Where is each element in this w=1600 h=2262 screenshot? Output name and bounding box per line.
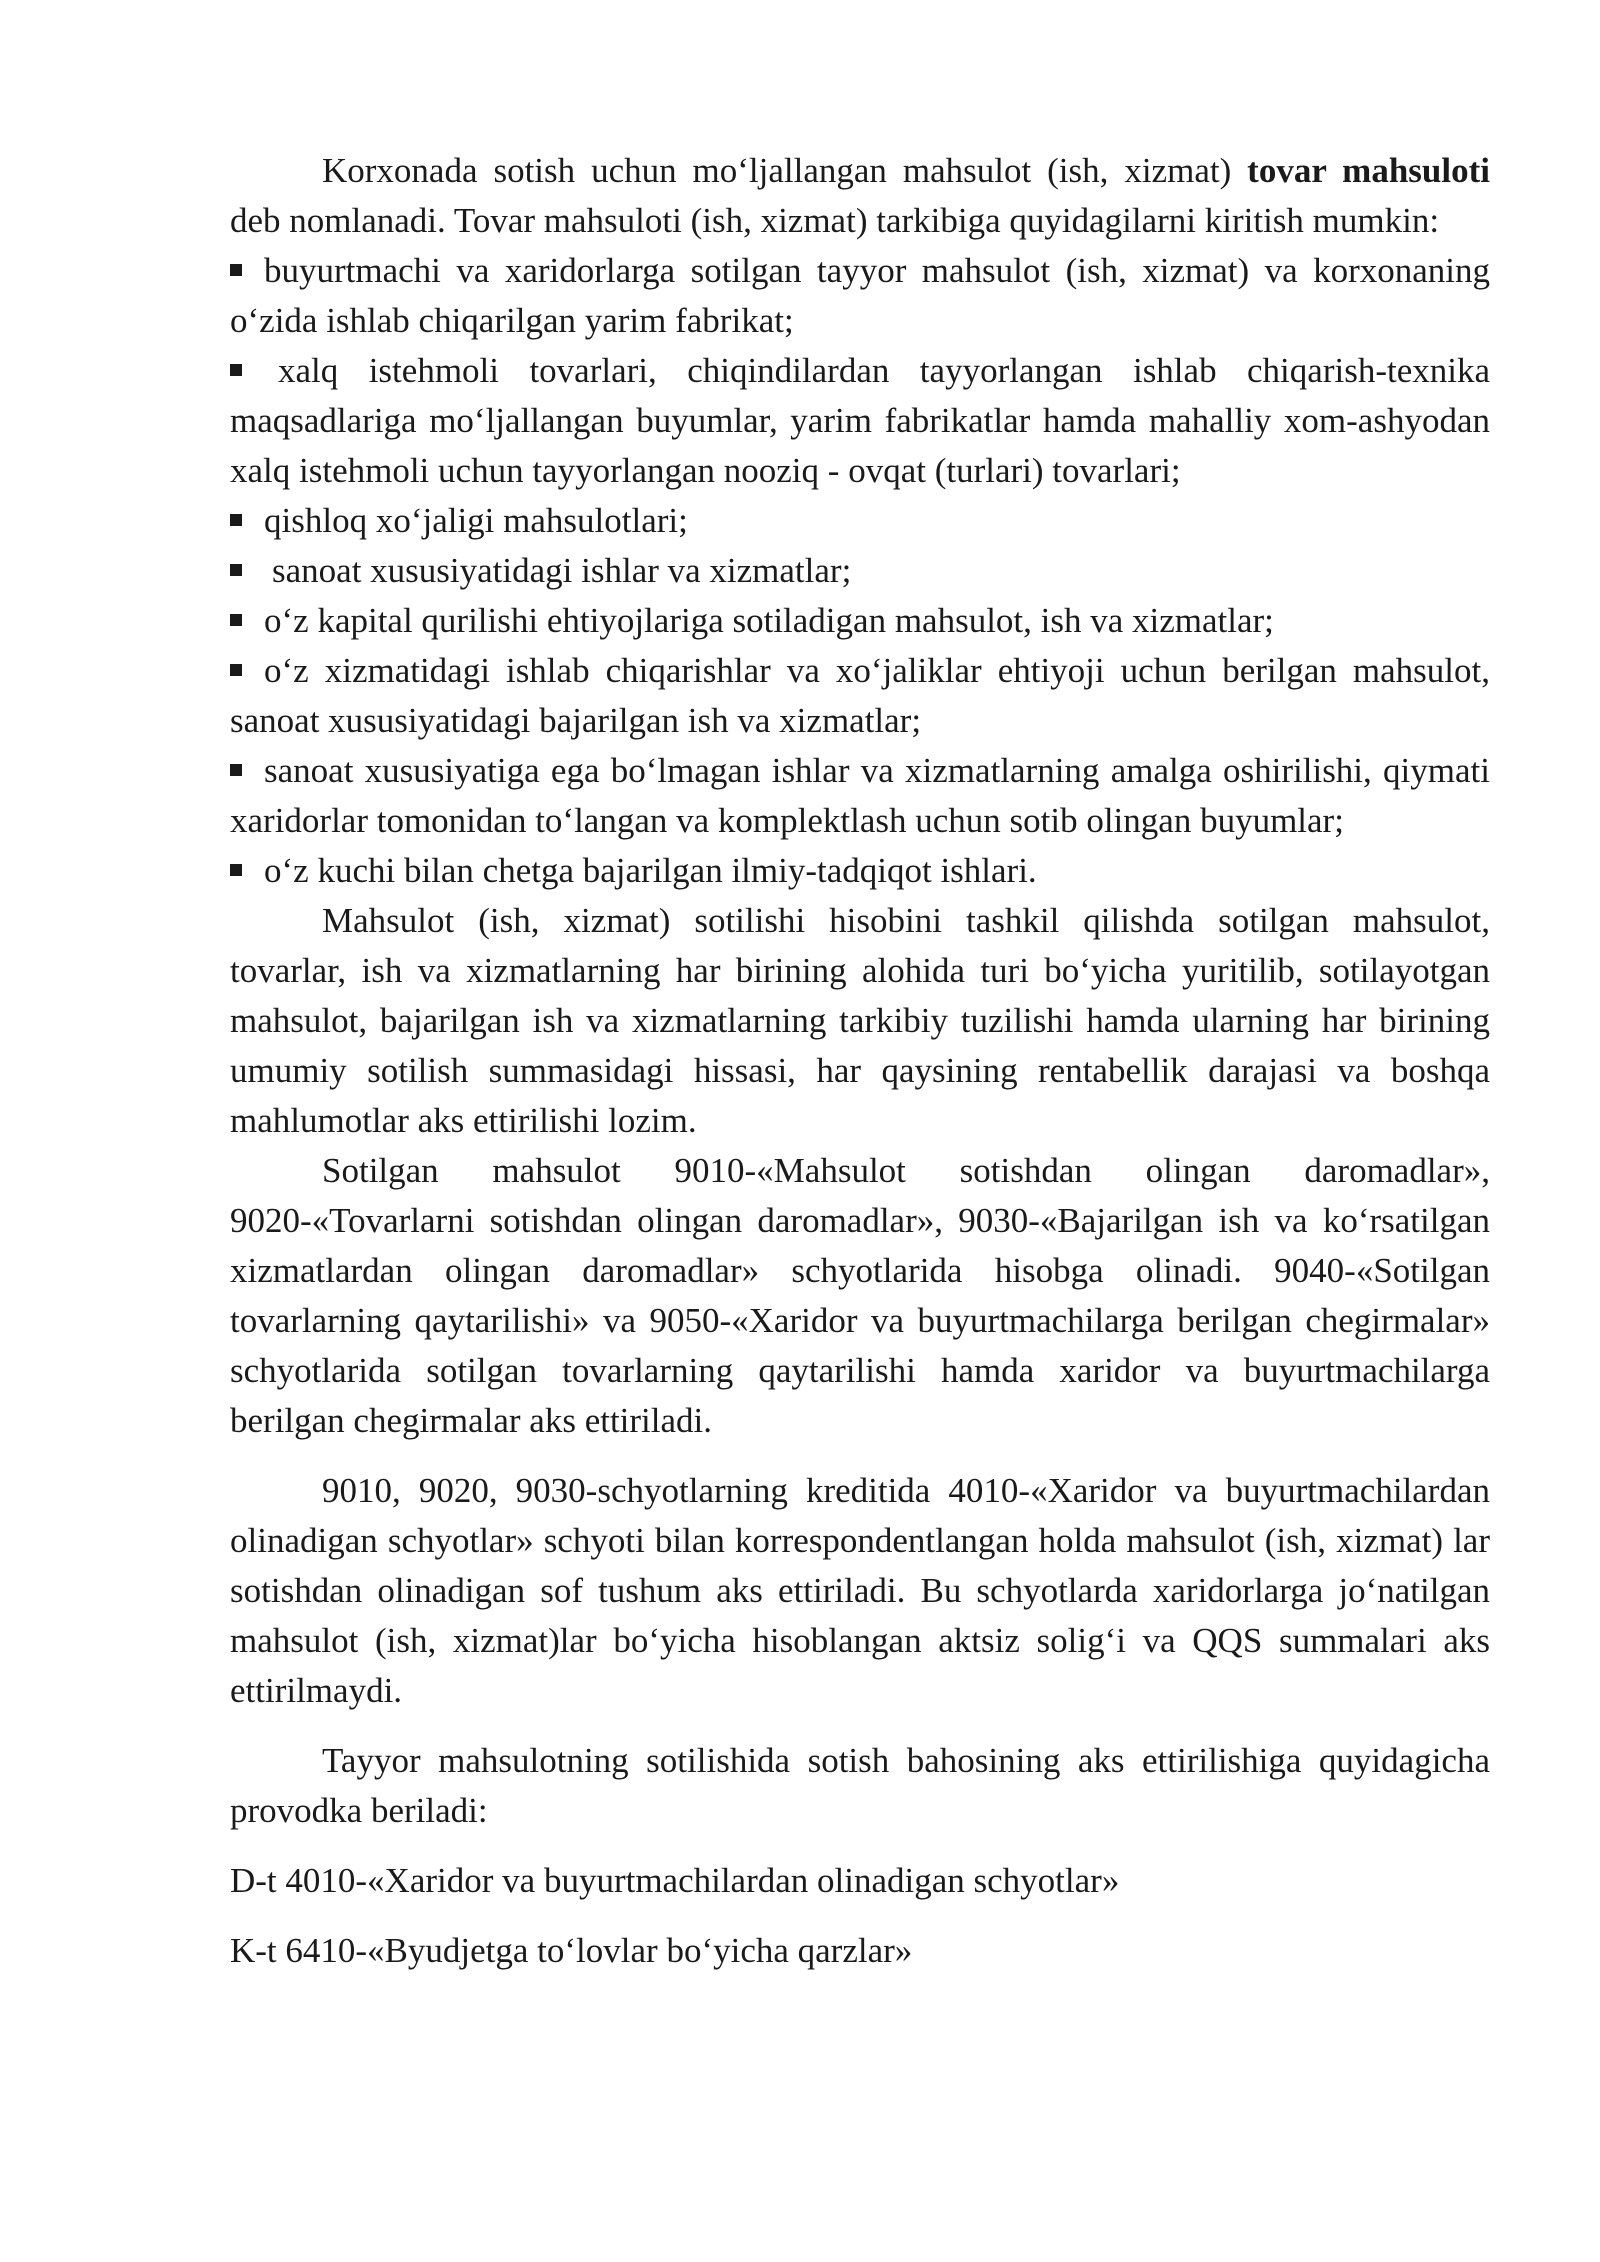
paragraph-revenue-accounts: Sotilgan mahsulot 9010-«Mahsulot sotishdan olingan daromadlar», 9020-«Tovarlarni sotishdan olingan daromadlar», 9030-«Bajarilgan ish va ko‘rsatilgan xizmatlardan olingan daromadlar» schyotlarida hisobga olinadi. 9040-«Sotilgan tovarlarning qaytarilishi» va 9050-«Xaridor va buyurtmachilarga berilgan chegirmalar» schyotlarida sotilgan tovarlarning qaytarilishi hamda xaridor va buyurtmachilarga berilgan chegirmalar aks ettiriladi. (230, 1151, 1490, 1440)
bullet-item (230, 646, 1490, 746)
square-bullet-icon (230, 764, 242, 776)
square-bullet-icon (230, 664, 242, 676)
intro-bold-term: tovar mahsuloti (1247, 151, 1490, 190)
bullet-text: sanoat xususiyatidagi ishlar va xizmatlar; (272, 551, 852, 590)
document-page (230, 146, 1490, 1976)
bullet-item (230, 246, 1490, 346)
bullet-item (230, 546, 1490, 596)
intro-paragraph (230, 146, 1490, 246)
square-bullet-icon (230, 264, 242, 276)
bullet-text: sanoat xususiyatiga ega bo‘lmagan ishlar va xizmatlarning amalga oshirilishi, qiymati xaridorlar tomonidan to‘langan va komplektlash uchun sotib olingan buyumlar; (230, 751, 1490, 840)
intro-text-1: Korxonada sotish uchun mo‘ljallangan mahsulot (ish, xizmat) (322, 151, 1248, 190)
square-bullet-icon (230, 614, 242, 626)
square-bullet-icon (230, 564, 242, 576)
bullet-text: qishloq xo‘jaligi mahsulotlari; (264, 501, 688, 540)
paragraph-credit-entries: 9010, 9020, 9030-schyotlarning kreditida 4010-«Xaridor va buyurtmachilardan olinadigan schyotlar» schyoti bilan korrespondentlangan holda mahsulot (ish, xizmat) lar sotishdan olinadigan sof tushum aks ettiriladi. Bu schyotlarda xaridorlarga jo‘natilgan mahsulot (ish, xizmat)lar bo‘yicha hisoblangan aktsiz solig‘i va QQS summalari aks ettirilmaydi. (230, 1471, 1490, 1710)
bullet-item (230, 496, 1490, 546)
intro-text-2: deb nomlanadi. Tovar mahsuloti (ish, xizmat) tarkibiga quyidagilarni kiritish mumkin: (230, 201, 1440, 240)
square-bullet-icon (230, 514, 242, 526)
debit-entry: D-t 4010-«Xaridor va buyurtmachilardan olinadigan schyotlar» (230, 1861, 1120, 1900)
square-bullet-icon (230, 864, 242, 876)
bullet-text: o‘z kapital qurilishi ehtiyojlariga sotiladigan mahsulot, ish va xizmatlar; (264, 601, 1274, 640)
square-bullet-icon (230, 364, 242, 376)
bullet-item (230, 596, 1490, 646)
credit-entry: K-t 6410-«Byudjetga to‘lovlar bo‘yicha qarzlar» (230, 1931, 913, 1970)
bullet-text: xalq istehmoli tovarlari, chiqindilardan tayyorlangan ishlab chiqarish-texnika maqsadlariga mo‘ljallangan buyumlar, yarim fabrikatlar hamda mahalliy xom-ashyodan xalq istehmoli uchun tayyorlangan nooziq - ovqat (turlari) tovarlari; (230, 351, 1490, 490)
bullet-item (230, 346, 1490, 496)
paragraph-posting-intro: Tayyor mahsulotning sotilishida sotish bahosining aks ettirilishiga quyidagicha provodka beriladi: (230, 1741, 1490, 1830)
bullet-text: o‘z kuchi bilan chetga bajarilgan ilmiy-tadqiqot ishlari. (264, 851, 1037, 890)
bullet-item (230, 846, 1490, 896)
paragraph-sales-accounting: Mahsulot (ish, xizmat) sotilishi hisobini tashkil qilishda sotilgan mahsulot, tovarlar, ish va xizmatlarning har birining alohida turi bo‘yicha yuritilib, sotilayotgan mahsulot, bajarilgan ish va xizmatlarning tarkibiy tuzilishi hamda ularning har birining umumiy sotilish summasidagi hissasi, har qaysining rentabellik darajasi va boshqa mahlumotlar aks ettirilishi lozim. (230, 901, 1490, 1140)
bullet-item (230, 746, 1490, 846)
bullet-text: buyurtmachi va xaridorlarga sotilgan tayyor mahsulot (ish, xizmat) va korxonaning o‘zida ishlab chiqarilgan yarim fabrikat; (230, 251, 1490, 340)
bullet-text: o‘z xizmatidagi ishlab chiqarishlar va xo‘jaliklar ehtiyoji uchun berilgan mahsulot, sanoat xususiyatidagi bajarilgan ish va xizmatlar; (230, 651, 1490, 740)
